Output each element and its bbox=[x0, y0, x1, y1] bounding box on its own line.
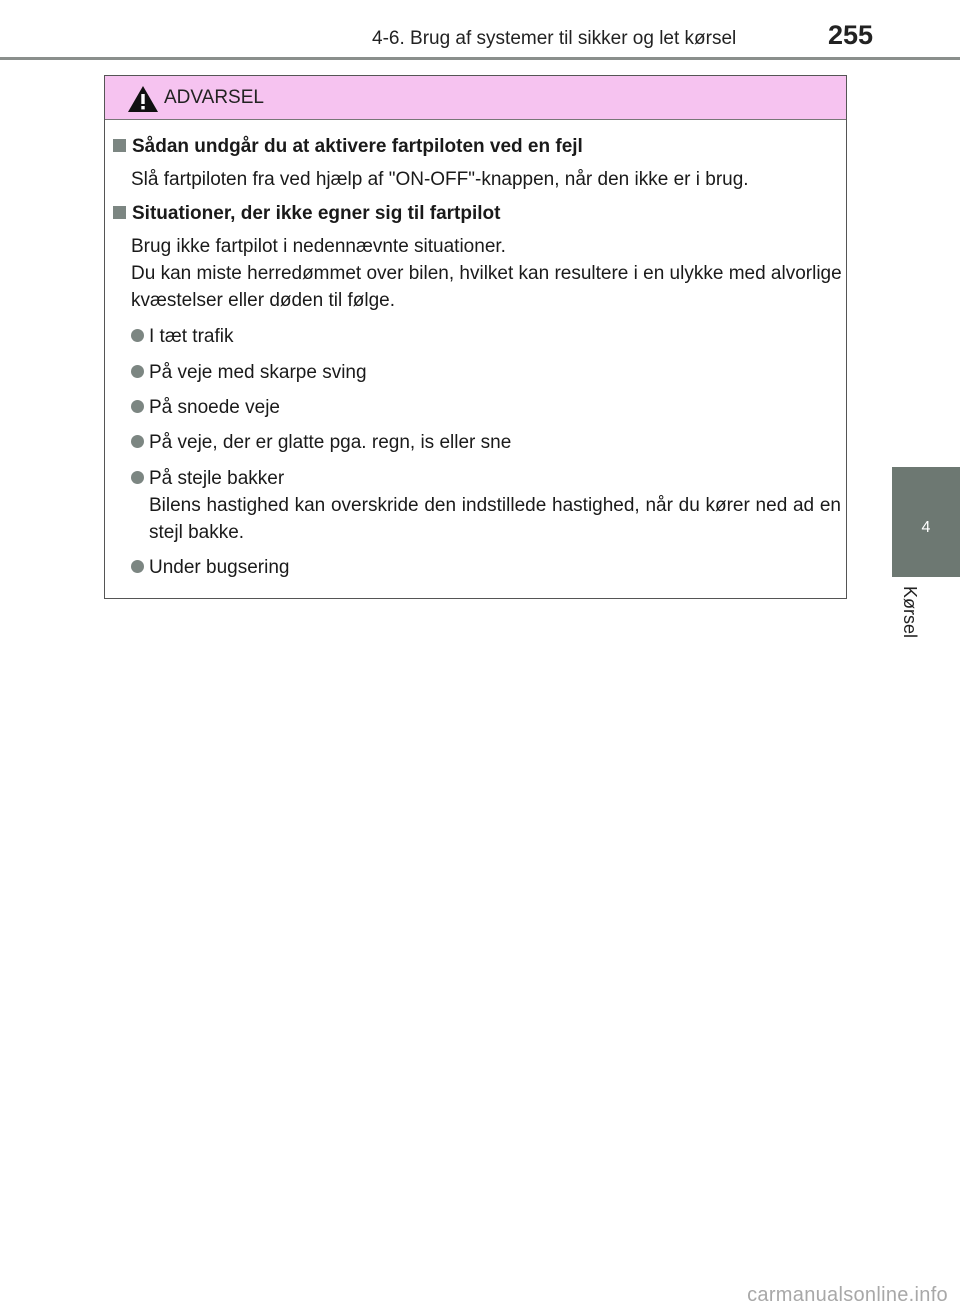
round-bullet-icon bbox=[131, 400, 144, 413]
header-divider bbox=[0, 57, 960, 60]
section-paragraph bbox=[131, 233, 843, 314]
list-item-text: På veje, der er glatte pga. regn, is eller sne bbox=[149, 432, 512, 453]
list-item bbox=[131, 554, 841, 581]
round-bullet-icon bbox=[131, 329, 144, 342]
list-item-text: Under bugsering bbox=[149, 557, 290, 578]
round-bullet-icon bbox=[131, 471, 144, 484]
warning-label: ADVARSEL bbox=[164, 87, 264, 108]
chapter-tab-number: 4 bbox=[921, 519, 931, 536]
section-paragraph-line: Brug ikke fartpilot i nedennævnte situationer. bbox=[131, 236, 506, 257]
list-item bbox=[131, 429, 841, 456]
square-bullet-icon bbox=[113, 206, 126, 219]
section-heading bbox=[113, 136, 583, 158]
square-bullet-icon bbox=[113, 139, 126, 152]
section-paragraph-line: Du kan miste herredømmet over bilen, hvilket kan resultere i en ulykke med alvorlige kvæstelser eller døden til følge. bbox=[131, 263, 842, 311]
section-heading-text: Situationer, der ikke egner sig til fartpilot bbox=[132, 203, 501, 224]
list-item bbox=[131, 394, 841, 421]
list-item bbox=[131, 465, 841, 546]
warning-triangle-icon bbox=[127, 85, 159, 113]
round-bullet-icon bbox=[131, 435, 144, 448]
section-paragraph: Slå fartpiloten fra ved hjælp af "ON-OFF"-knappen, når den ikke er i brug. bbox=[131, 169, 749, 190]
list-item bbox=[131, 359, 841, 386]
page-number: 255 bbox=[828, 20, 874, 50]
footer-watermark: carmanualsonline.info bbox=[747, 1284, 948, 1306]
round-bullet-icon bbox=[131, 365, 144, 378]
list-item-text: I tæt trafik bbox=[149, 326, 234, 347]
warning-header bbox=[105, 76, 846, 120]
list-item-note: Bilens hastighed kan overskride den indstillede hastighed, når du kører ned ad en stejl bakke. bbox=[149, 495, 841, 543]
page-header-title: 4-6. Brug af systemer til sikker og let kørsel bbox=[372, 28, 737, 49]
round-bullet-icon bbox=[131, 560, 144, 573]
section-heading-text: Sådan undgår du at aktivere fartpiloten ved en fejl bbox=[132, 136, 583, 157]
section-heading bbox=[113, 203, 500, 225]
chapter-tab-label: Kørsel bbox=[900, 586, 920, 639]
warning-box bbox=[104, 75, 847, 599]
list-item-text: På snoede veje bbox=[149, 397, 280, 418]
list-item-text: På veje med skarpe sving bbox=[149, 362, 367, 383]
list-item bbox=[131, 323, 841, 350]
list-item-text: På stejle bakker bbox=[149, 468, 285, 489]
